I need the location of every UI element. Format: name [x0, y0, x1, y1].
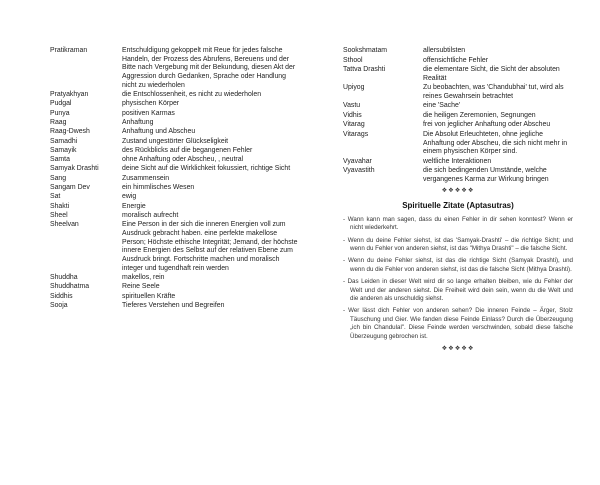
glossary-entry	[50, 274, 300, 283]
glossary-entry	[343, 47, 573, 56]
glossary-definition: ewig	[122, 193, 137, 201]
glossary-definition: offensichtliche Fehler	[423, 56, 488, 64]
glossary-term: Sheel	[50, 211, 68, 219]
glossary-entry	[50, 184, 300, 193]
glossary-definition: ohne Anhaftung oder Abscheu, , neutral	[122, 156, 244, 164]
glossary-definition: positiven Karmas	[122, 109, 175, 117]
ornament-divider: ❖❖❖❖❖	[441, 186, 475, 194]
glossary-term: Vidhis	[343, 111, 362, 119]
quote-item: - Wer lässt dich Fehler von anderen sehen? Die inneren Feinde – Ärger, Stolz Täuschung und Gier. Wie fanden diese Feinde Einlass? Durch die Überzeugung „ich bin Chandulal". Diese Feinde werden verschwinden, sobald diese falsche Überzeugung gebrochen ist.	[343, 307, 573, 340]
glossary-definition: Die Absolut Erleuchteten, ohne jegliche Anhaftung oder Abscheu, die sich nicht mehr in einem physischen Körper sind.	[423, 130, 568, 156]
glossary-entry	[50, 119, 300, 128]
glossary-term: Shakti	[50, 202, 70, 210]
glossary-definition: Energie	[122, 202, 146, 210]
glossary-definition: physischen Körper	[122, 100, 180, 108]
glossary-entry	[50, 293, 300, 302]
glossary-term: Shuddha	[50, 274, 78, 282]
glossary-term: Sat	[50, 193, 61, 201]
glossary-term: Shuddhatma	[50, 283, 90, 291]
glossary-term: Vyavastith	[343, 167, 375, 175]
glossary-entry	[343, 112, 573, 121]
glossary-definition: die sich bedingenden Umstände, welche vergangenes Karma zur Wirkung bringen	[423, 167, 549, 184]
glossary-term: Sooja	[50, 301, 68, 309]
glossary-entry	[50, 91, 300, 100]
glossary-definition: die elementare Sicht, die Sicht der absoluten Realität	[423, 66, 560, 82]
glossary-entry	[343, 131, 573, 157]
glossary-term: Sookshmatam	[343, 47, 388, 54]
quote-item: - Wenn du deine Fehler siehst, ist das die richtige Sicht (Samyak Drashti), und wenn du die Fehler von anderen siehst, ist das die falsche Sicht (Mithya Drashti).	[343, 257, 573, 273]
glossary-entry	[343, 57, 573, 66]
glossary-definition: Zustand ungestörter Glückseligkeit	[122, 137, 229, 145]
glossary-entry	[50, 283, 300, 292]
glossary-definition: frei von jeglicher Anhaftung oder Abscheu	[423, 121, 551, 129]
ornament-divider-end: ❖❖❖❖❖	[441, 345, 475, 352]
glossary-definition: deine Sicht auf die Wirklichkeit fokussiert, richtige Sicht	[122, 165, 291, 173]
glossary-term: Sangam Dev	[50, 184, 90, 192]
glossary-left-column	[50, 47, 300, 311]
glossary-entry	[50, 165, 300, 174]
glossary-definition: spirituellen Kräfte	[122, 292, 176, 300]
quote-item: - Das Leiden in dieser Welt wird dir so lange erhalten bleiben, wie du Fehler der Welt und der anderen siehst. Die Freiheit wird dein sein, wenn du die Welt und die anderen als unschuldig siehst.	[343, 278, 573, 302]
quote-item: - Wann kann man sagen, dass du einen Fehler in dir sehen konntest? Wenn er nicht wiederkehrt.	[343, 215, 573, 232]
glossary-entry	[50, 175, 300, 184]
glossary-term: Sheelvan	[50, 221, 79, 229]
glossary-entry	[50, 156, 300, 165]
glossary-term: Raag-Dwesh	[50, 128, 90, 136]
glossary-definition: weltliche Interaktionen	[423, 157, 492, 165]
glossary-entry	[50, 147, 300, 156]
glossary-term: Pudgal	[50, 100, 72, 108]
glossary-definition: die Entschlossenheit, es nicht zu wiederholen	[122, 91, 262, 99]
glossary-definition: moralisch aufrecht	[122, 211, 179, 219]
glossary-definition: Reine Seele	[122, 283, 160, 291]
glossary-definition: ein himmlisches Wesen	[122, 184, 195, 192]
glossary-definition: die heiligen Zeremonien, Segnungen	[423, 111, 536, 119]
glossary-term: Pratyakhyan	[50, 91, 89, 99]
glossary-term: Vitarags	[343, 130, 369, 138]
glossary-entry	[343, 102, 573, 111]
glossary-entry	[343, 66, 573, 83]
glossary-term: Samadhi	[50, 137, 78, 145]
glossary-term: Siddhis	[50, 292, 73, 300]
glossary-term: Vitarag	[343, 121, 365, 129]
glossary-entry	[50, 203, 300, 212]
glossary-entry	[50, 212, 300, 221]
glossary-entry	[50, 302, 300, 311]
glossary-entry	[50, 47, 300, 91]
glossary-term: Vyavahar	[343, 157, 372, 165]
glossary-definition: Anhaftung und Abscheu	[122, 128, 196, 136]
glossary-entry	[343, 84, 573, 101]
glossary-entry	[50, 128, 300, 137]
glossary-term: Samayik	[50, 146, 77, 154]
glossary-definition: des Rückblicks auf die begangenen Fehler	[122, 146, 253, 154]
glossary-right-column	[343, 47, 573, 355]
glossary-definition: Zu beobachten, was 'Chandubhai' tut, wird als reines Gewahrsein betrachtet	[423, 84, 564, 100]
glossary-term: Samyak Drashti	[50, 165, 99, 173]
glossary-definition: Zusammensein	[122, 174, 170, 182]
glossary-definition: Anhaftung	[122, 119, 154, 126]
glossary-term: Pratikraman	[50, 47, 88, 54]
section-title: Spirituelle Zitate (Aptasutras)	[402, 200, 514, 210]
glossary-definition: Entschuldigung gekoppelt mit Reue für jedes falsche Handeln, der Prozess des Abrufens, Bereuens und der Bitte nach Vergebung mit der Bekundung, diesen Akt der Aggression durch Gedanken, Sprache oder Handlung nicht zu wiederholen	[122, 47, 296, 89]
quote-item: - Wenn du deine Fehler siehst, ist das 'Samyak-Drashti' – die richtige Sicht; und wenn du Fehler von anderen siehst, ist das "Mithya Drashti" – die falsche Sicht.	[343, 236, 573, 252]
glossary-term: Vastu	[343, 102, 361, 110]
glossary-definition: Eine Person in der sich die inneren Energien voll zum Ausdruck gebracht haben. eine perfekte makellose Person; Höchste ethische Integrität; Jemand, der höchste innere Energien des Selbst auf der relativen Ebene zum Ausdruck bringt. Fortschritte machen und moralisch integer und tugendhaft rein werden	[122, 221, 298, 272]
glossary-entry	[343, 121, 573, 130]
glossary-term: Punya	[50, 109, 70, 117]
glossary-entry	[343, 167, 573, 184]
glossary-entry	[343, 158, 573, 167]
glossary-term: Tattva Drashti	[343, 66, 386, 73]
glossary-term: Upiyog	[343, 84, 365, 92]
glossary-entry	[50, 110, 300, 119]
glossary-term: Sang	[50, 174, 67, 182]
glossary-term: Sthool	[343, 56, 363, 64]
glossary-entry	[50, 138, 300, 147]
glossary-definition: Tieferes Verstehen und Begreifen	[122, 301, 225, 309]
glossary-term: Samta	[50, 156, 70, 164]
glossary-entry	[50, 221, 300, 273]
glossary-entry	[50, 193, 300, 202]
glossary-definition: allersubtilsten	[423, 47, 466, 54]
glossary-term: Raag	[50, 119, 67, 126]
glossary-definition: eine 'Sache'	[423, 102, 461, 110]
glossary-definition: makellos, rein	[122, 274, 165, 282]
glossary-entry	[50, 100, 300, 109]
